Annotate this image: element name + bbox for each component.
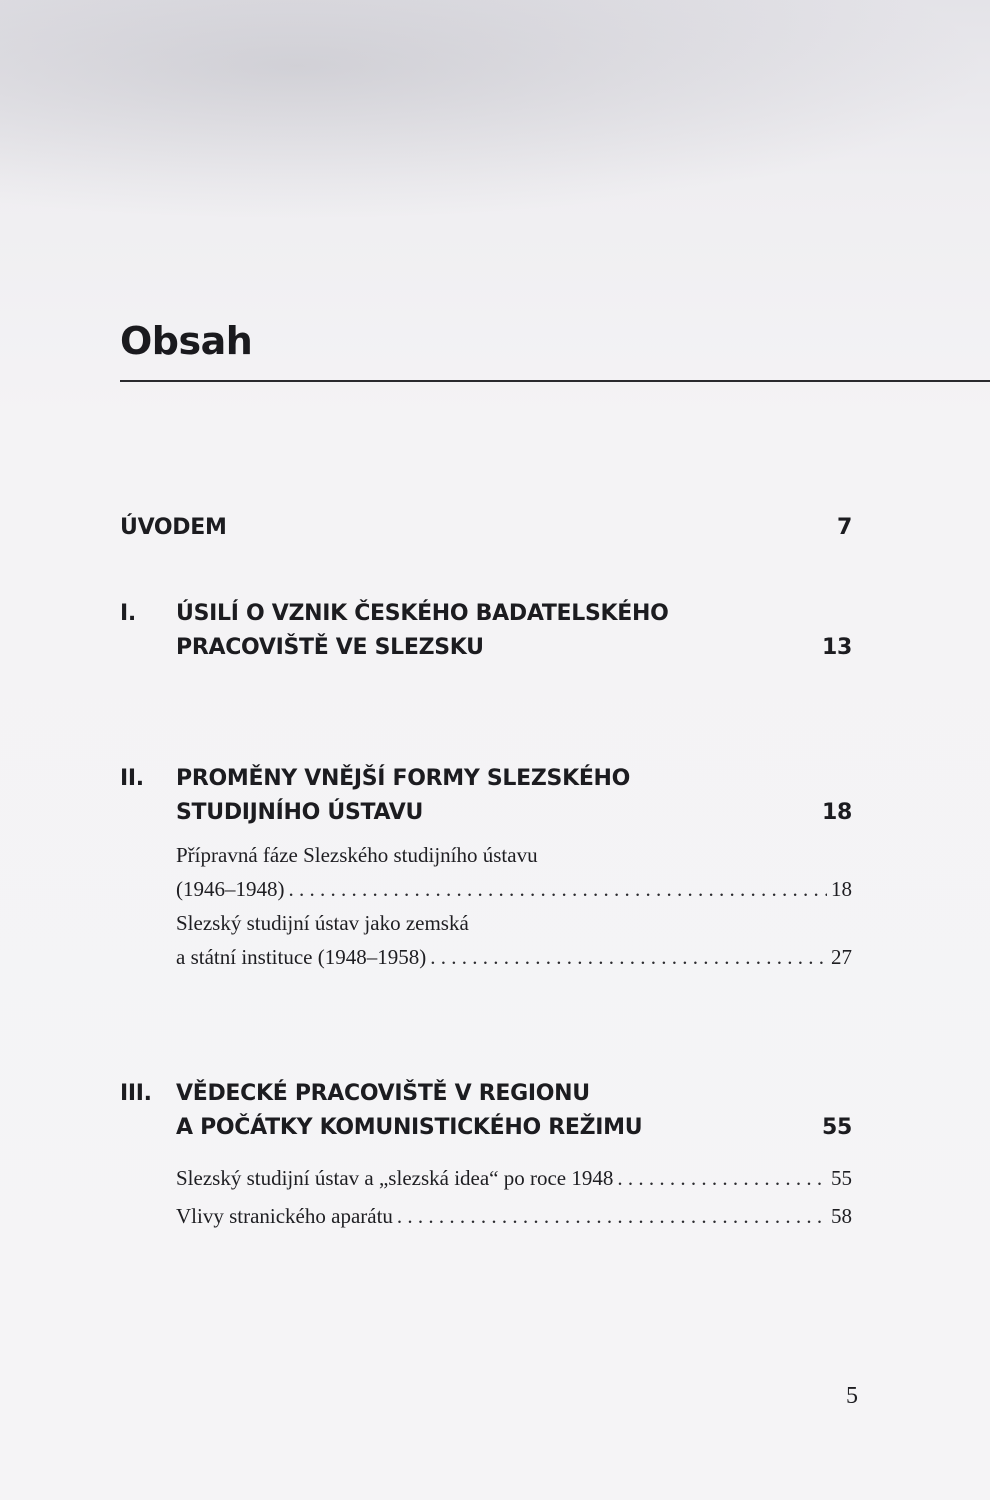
bleed-through-text — [260, 270, 860, 330]
subsection-leader-line — [176, 1199, 852, 1233]
chapter-page-number: 55 — [821, 1115, 852, 1140]
subsection-leader-line — [176, 1161, 852, 1195]
page-title: Obsah — [120, 319, 253, 363]
dot-leader — [430, 940, 827, 974]
subsection-entry — [120, 906, 852, 974]
chapter-title-line: STUDIJNÍHO ÚSTAVU — [176, 800, 424, 825]
subsection-leader-line — [176, 872, 852, 906]
toc-entry-introduction — [120, 511, 852, 545]
subsection-title-line: Přípravná fáze Slezského studijního ústavu — [176, 843, 538, 867]
subsection-title-line: Vlivy stranického aparátu — [176, 1204, 393, 1228]
subsection-title-line: Slezský studijní ústav a „slezská idea“ po roce 1948 — [176, 1166, 614, 1190]
chapter-title-line: ÚSILÍ O VZNIK ČESKÉHO BADATELSKÉHO — [176, 601, 669, 626]
subsection-page-number: 58 — [831, 1204, 852, 1228]
chapter-title-line: A POČÁTKY KOMUNISTICKÉHO REŽIMU — [176, 1115, 643, 1140]
subsection-entry — [120, 1199, 852, 1233]
chapter-page-number: 18 — [821, 800, 852, 825]
toc-entry-chapter-1 — [120, 597, 852, 665]
chapter-title-line: VĚDECKÉ PRACOVIŠTĚ V REGIONU — [176, 1081, 590, 1106]
chapter-title: ÚVODEM — [120, 515, 227, 540]
page-number: 5 — [846, 1383, 858, 1409]
chapter-page-number: 7 — [836, 515, 852, 540]
chapter-heading — [120, 1077, 852, 1145]
subsection-leader-line — [176, 940, 852, 974]
subsection-title-line: (1946–1948) — [176, 877, 285, 901]
subsection-entry — [120, 1161, 852, 1195]
chapter-number: II. — [120, 766, 144, 791]
toc-entry-chapter-2 — [120, 762, 852, 974]
title-rule — [120, 380, 990, 382]
chapter-number: I. — [120, 601, 136, 626]
chapter-heading — [120, 597, 852, 665]
subsection-page-number: 18 — [831, 877, 852, 901]
dot-leader — [397, 1199, 827, 1233]
dot-leader — [617, 1161, 827, 1195]
chapter-heading — [120, 511, 852, 545]
chapter-page-number: 13 — [821, 635, 852, 660]
subsection-title-line: Slezský studijní ústav jako zemská — [176, 911, 469, 935]
chapter-heading — [120, 762, 852, 830]
bleed-through-text — [140, 96, 820, 136]
dot-leader — [289, 872, 828, 906]
subsection-page-number: 55 — [831, 1166, 852, 1190]
subsection-entry — [120, 838, 852, 906]
chapter-number: III. — [120, 1081, 152, 1106]
chapter-title-line: PROMĚNY VNĚJŠÍ FORMY SLEZSKÉHO — [176, 766, 631, 791]
subsection-title-line: a státní instituce (1948–1958) — [176, 945, 427, 969]
subsection-page-number: 27 — [831, 945, 852, 969]
toc-entry-chapter-3 — [120, 1077, 852, 1233]
chapter-title-line: PRACOVIŠTĚ VE SLEZSKU — [176, 635, 484, 660]
